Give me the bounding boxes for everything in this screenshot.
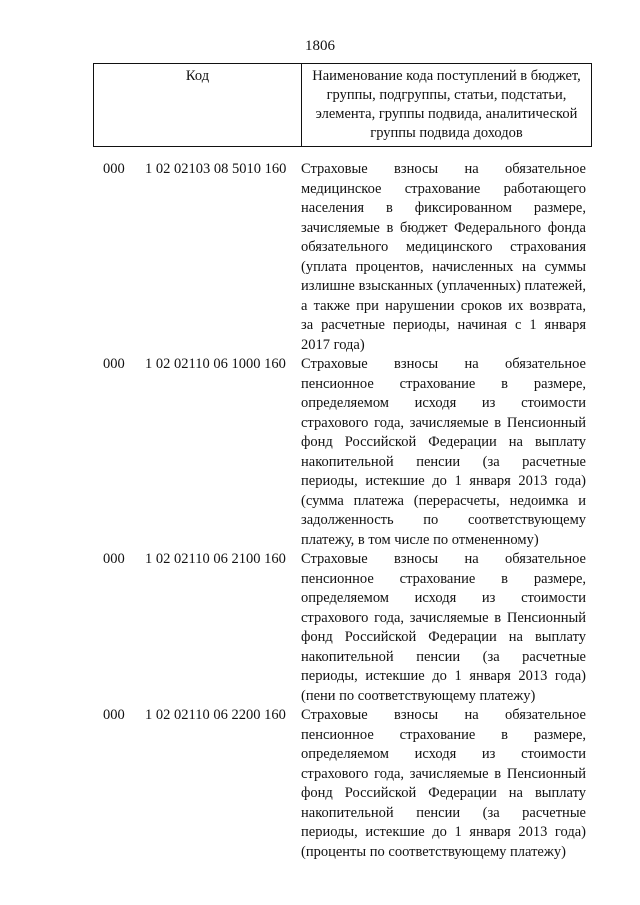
list-item [0, 160, 640, 355]
revenue-code: 1 02 02110 06 2200 160 [145, 707, 286, 723]
revenue-code: 1 02 02110 06 1000 160 [145, 356, 286, 372]
list-item [0, 550, 640, 706]
revenue-code: 1 02 02103 08 5010 160 [145, 161, 287, 177]
admin-code: 000 [103, 707, 125, 723]
admin-code: 000 [103, 356, 125, 372]
header-code-cell: Код [94, 64, 302, 147]
revenue-codes-list [0, 160, 640, 862]
header-name-cell: Наименование кода поступлений в бюджет, группы, подгруппы, статьи, подстатьи, элемента, группы подвида, аналитической группы подвида доходов [302, 64, 592, 147]
revenue-code-name: Страховые взносы на обязательное пенсионное страхование в размере, определяемом исходя из стоимости страхового года, зачисляемые в Пенсионный фонд Российской Федерации на выплату накопительной пенсии (за расчетные периоды, истекшие до 1 января 2013 года) (проценты по соответствующему платежу) [301, 707, 586, 860]
revenue-code-name: Страховые взносы на обязательное пенсионное страхование в размере, определяемом исходя из стоимости страхового года, зачисляемые в Пенсионный фонд Российской Федерации на выплату накопительной пенсии (за расчетные периоды, истекшие до 1 января 2013 года) (пени по соответствующему платежу) [301, 551, 586, 704]
revenue-code-name: Страховые взносы на обязательное пенсионное страхование в размере, определяемом исходя из стоимости страхового года, зачисляемые в Пенсионный фонд Российской Федерации на выплату накопительной пенсии (за расчетные периоды, истекшие до 1 января 2013 года) (сумма платежа (перерасчеты, недоимка и задолженность по соответствующему платежу, в том числе по отмененному) [301, 356, 586, 548]
list-item [0, 706, 640, 862]
admin-code: 000 [103, 161, 125, 177]
revenue-code-name: Страховые взносы на обязательное медицинское страхование работающего населения в фиксированном размере, зачисляемые в бюджет Федерального фонда обязательного медицинского страхования (уплата процентов, начисленных на суммы излишне взысканных (уплаченных) платежей, а также при нарушении сроков их возврата, за расчетные периоды, начиная с 1 января 2017 года) [301, 161, 586, 353]
header-table [93, 63, 592, 147]
admin-code: 000 [103, 551, 125, 567]
page-number: 1806 [305, 38, 335, 54]
list-item [0, 355, 640, 550]
revenue-code: 1 02 02110 06 2100 160 [145, 551, 286, 567]
